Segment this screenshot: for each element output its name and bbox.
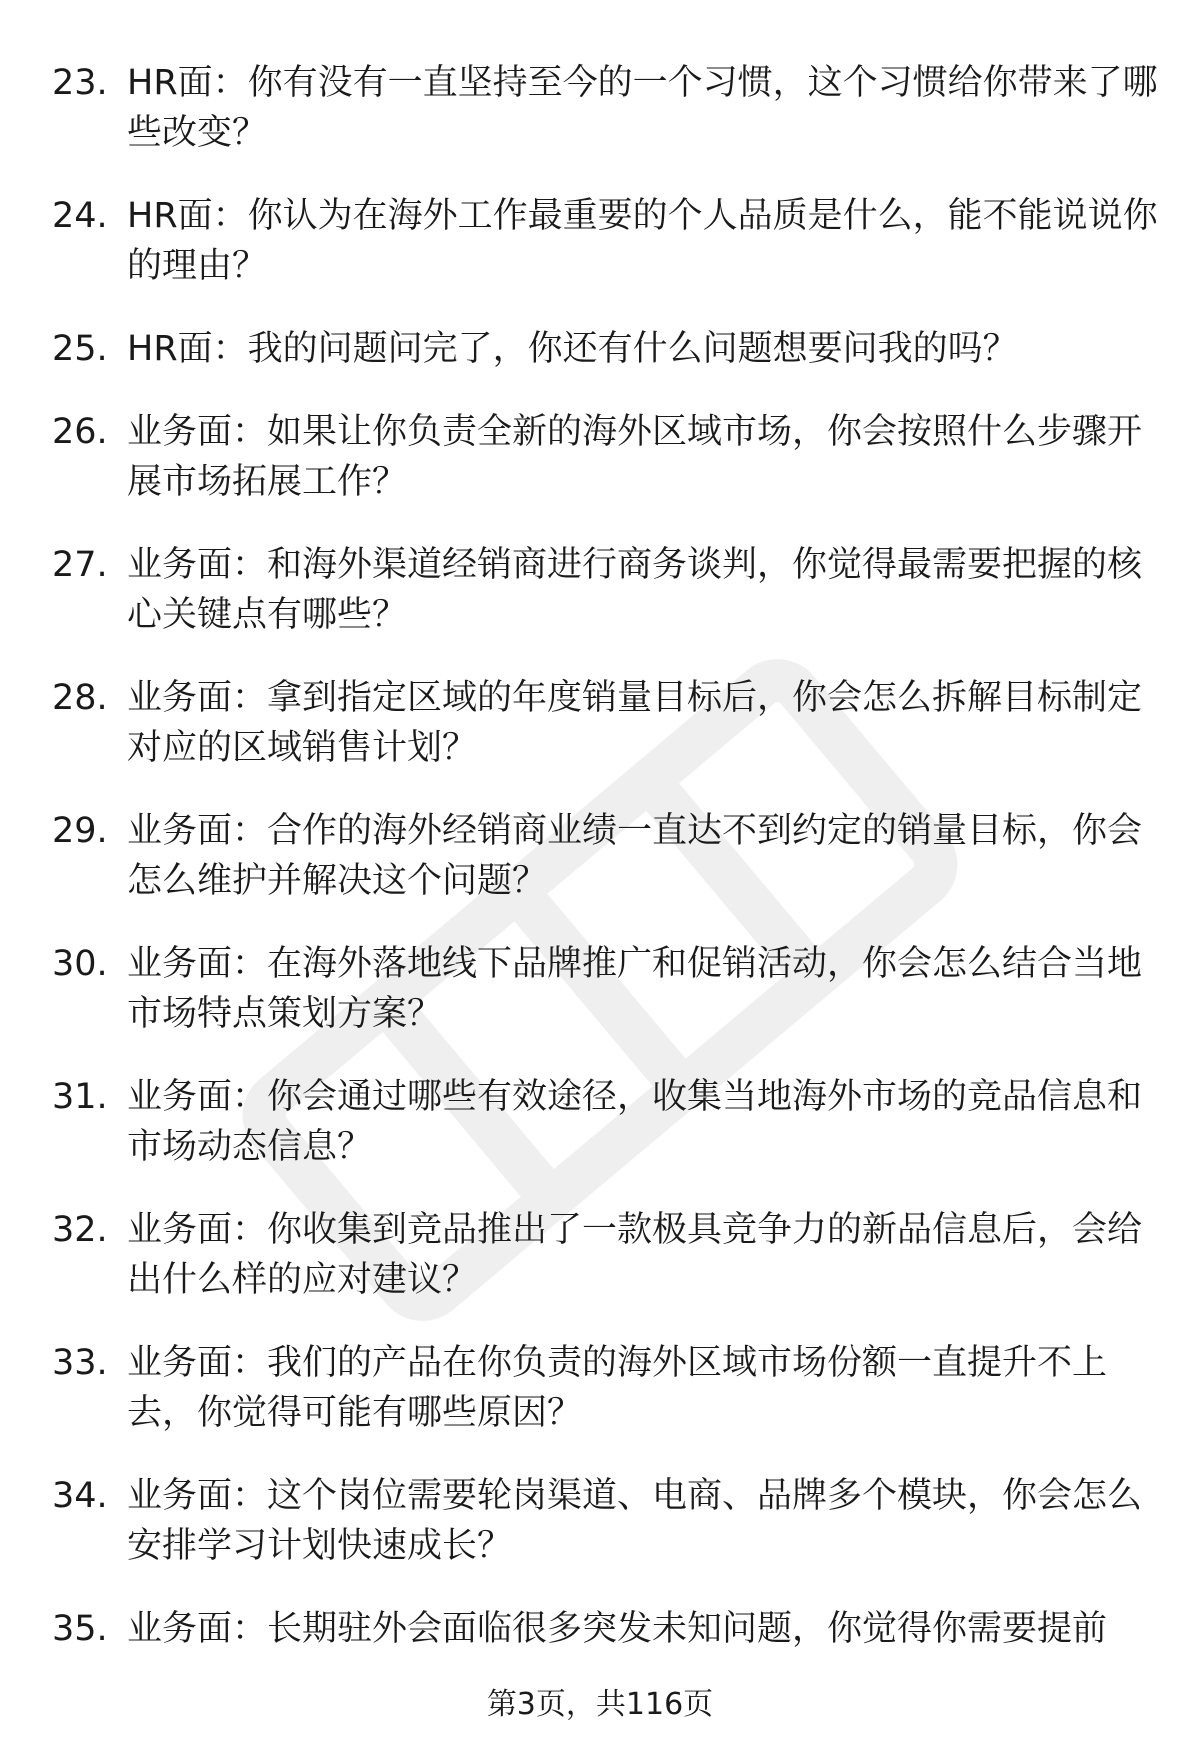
question-text: 业务面：这个岗位需要轮岗渠道、电商、品牌多个模块，你会怎么安排学习计划快速成长？ bbox=[127, 1476, 1143, 1566]
question-number: 24. bbox=[52, 196, 108, 236]
list-item bbox=[52, 1338, 1162, 1438]
question-text: HR面：我的问题问完了，你还有什么问题想要问我的吗？ bbox=[127, 329, 1018, 369]
question-number: 29. bbox=[52, 811, 108, 851]
question-number: 28. bbox=[52, 678, 108, 718]
question-number: 30. bbox=[52, 944, 108, 984]
question-number: 31. bbox=[52, 1077, 108, 1117]
list-item bbox=[52, 939, 1162, 1039]
question-text: 业务面：长期驻外会面临很多突发未知问题，你觉得你需要提前 bbox=[127, 1609, 1108, 1649]
question-number: 33. bbox=[52, 1343, 108, 1383]
question-number: 27. bbox=[52, 545, 108, 585]
question-text: 业务面：我们的产品在你负责的海外区域市场份额一直提升不上去，你觉得可能有哪些原因？ bbox=[127, 1343, 1108, 1433]
page-footer: 第3页，共116页 bbox=[486, 1687, 714, 1722]
question-number: 25. bbox=[52, 329, 108, 369]
list-item bbox=[52, 1471, 1162, 1571]
question-text: 业务面：如果让你负责全新的海外区域市场，你会按照什么步骤开展市场拓展工作？ bbox=[127, 412, 1143, 502]
list-item bbox=[52, 407, 1162, 507]
list-item bbox=[52, 191, 1162, 291]
list-item bbox=[52, 58, 1162, 158]
list-item bbox=[52, 673, 1162, 773]
question-text: 业务面：你收集到竞品推出了一款极具竞争力的新品信息后，会给出什么样的应对建议？ bbox=[127, 1210, 1143, 1300]
question-text: HR面：你有没有一直坚持至今的一个习惯，这个习惯给你带来了哪些改变？ bbox=[127, 63, 1158, 153]
list-item bbox=[52, 324, 1162, 374]
list-item bbox=[52, 1072, 1162, 1172]
question-number: 34. bbox=[52, 1476, 108, 1516]
question-text: 业务面：和海外渠道经销商进行商务谈判，你觉得最需要把握的核心关键点有哪些？ bbox=[127, 545, 1143, 635]
question-number: 32. bbox=[52, 1210, 108, 1250]
question-text: 业务面：拿到指定区域的年度销量目标后，你会怎么拆解目标制定对应的区域销售计划？ bbox=[127, 678, 1143, 768]
question-text: 业务面：你会通过哪些有效途径，收集当地海外市场的竞品信息和市场动态信息？ bbox=[127, 1077, 1143, 1167]
list-item bbox=[52, 806, 1162, 906]
question-text: 业务面：在海外落地线下品牌推广和促销活动，你会怎么结合当地市场特点策划方案？ bbox=[127, 944, 1143, 1034]
question-text: HR面：你认为在海外工作最重要的个人品质是什么，能不能说说你的理由？ bbox=[127, 196, 1158, 286]
question-number: 26. bbox=[52, 412, 108, 452]
list-item bbox=[52, 1205, 1162, 1305]
list-item bbox=[52, 1604, 1162, 1654]
question-list bbox=[52, 58, 1162, 1687]
question-number: 35. bbox=[52, 1609, 108, 1649]
question-number: 23. bbox=[52, 63, 108, 103]
list-item bbox=[52, 540, 1162, 640]
question-text: 业务面：合作的海外经销商业绩一直达不到约定的销量目标，你会怎么维护并解决这个问题？ bbox=[127, 811, 1143, 901]
